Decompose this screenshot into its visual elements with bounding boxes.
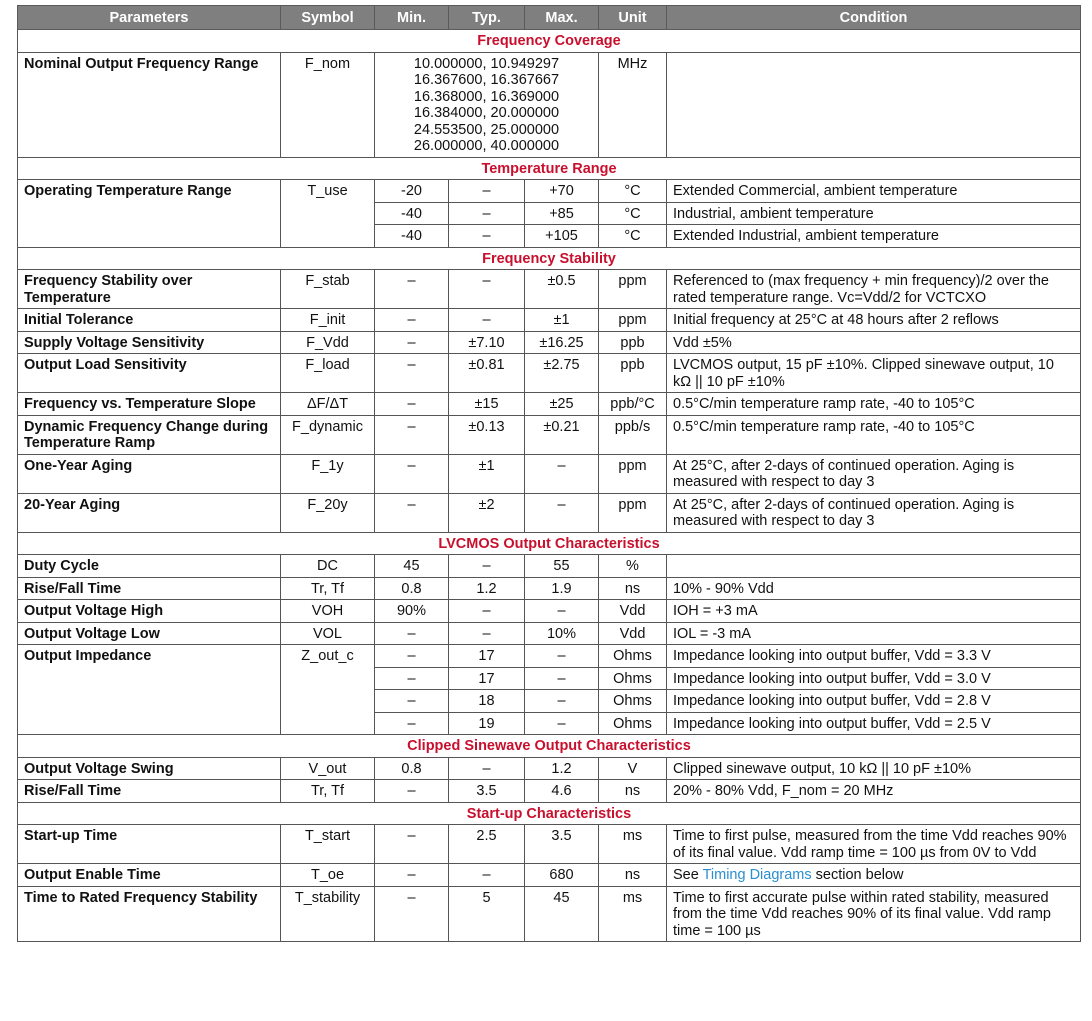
min-cell: –: [375, 622, 449, 645]
section-row: [18, 247, 1081, 270]
table-row: [18, 493, 1081, 532]
symbol-cell: F_stab: [281, 270, 375, 309]
min-cell: –: [375, 825, 449, 864]
param-cell: Rise/Fall Time: [18, 577, 281, 600]
condition-cell: Referenced to (max frequency + min frequency)/2 over the rated temperature range. Vc=Vdd/2 for VCTCXO: [667, 270, 1081, 309]
table-row: [18, 309, 1081, 332]
table-row: [18, 454, 1081, 493]
param-cell: 20-Year Aging: [18, 493, 281, 532]
unit-cell: ppm: [599, 493, 667, 532]
condition-cell: Time to first accurate pulse within rated stability, measured from the time Vdd reaches 90% of its final value. Vdd ramp time = 100 µs: [667, 886, 1081, 942]
typ-cell: 1.2: [449, 577, 525, 600]
min-cell: –: [375, 712, 449, 735]
col-header-parameters: Parameters: [18, 6, 281, 30]
unit-cell: V: [599, 757, 667, 780]
frequency-line: 16.384000, 20.000000: [413, 105, 560, 121]
max-cell: +85: [525, 202, 599, 225]
param-cell: Output Load Sensitivity: [18, 354, 281, 393]
condition-cell: 10% - 90% Vdd: [667, 577, 1081, 600]
max-cell: +105: [525, 225, 599, 248]
symbol-cell: F_dynamic: [281, 415, 375, 454]
param-cell: Rise/Fall Time: [18, 780, 281, 803]
min-cell: -20: [375, 180, 449, 203]
section-row: [18, 532, 1081, 555]
symbol-cell: T_oe: [281, 864, 375, 887]
typ-cell: –: [449, 270, 525, 309]
table-row: [18, 780, 1081, 803]
unit-cell: Ohms: [599, 690, 667, 713]
max-cell: –: [525, 712, 599, 735]
section-title-frequency-coverage: Frequency Coverage: [18, 30, 1081, 53]
condition-cell: IOH = +3 mA: [667, 600, 1081, 623]
param-cell: Output Enable Time: [18, 864, 281, 887]
max-cell: 3.5: [525, 825, 599, 864]
condition-cell: Impedance looking into output buffer, Vdd = 3.0 V: [667, 667, 1081, 690]
frequency-line: 10.000000, 10.949297: [413, 55, 560, 72]
min-cell: –: [375, 415, 449, 454]
table-row: [18, 864, 1081, 887]
max-cell: ±0.21: [525, 415, 599, 454]
col-header-symbol: Symbol: [281, 6, 375, 30]
min-cell: 0.8: [375, 577, 449, 600]
typ-cell: 5: [449, 886, 525, 942]
unit-cell: Vdd: [599, 622, 667, 645]
typ-cell: 17: [449, 667, 525, 690]
unit-cell: ns: [599, 864, 667, 887]
max-cell: +70: [525, 180, 599, 203]
typ-cell: ±2: [449, 493, 525, 532]
param-cell: Operating Temperature Range: [18, 180, 281, 248]
param-cell: Dynamic Frequency Change during Temperature Ramp: [18, 415, 281, 454]
section-title-clipped-sinewave-output: Clipped Sinewave Output Characteristics: [18, 735, 1081, 758]
condition-cell: [667, 52, 1081, 157]
typ-cell: ±7.10: [449, 331, 525, 354]
min-cell: 45: [375, 555, 449, 578]
min-cell: –: [375, 886, 449, 942]
condition-cell: Impedance looking into output buffer, Vdd = 2.8 V: [667, 690, 1081, 713]
condition-cell: Clipped sinewave output, 10 kΩ || 10 pF ±10%: [667, 757, 1081, 780]
condition-cell: [667, 864, 1081, 887]
typ-cell: –: [449, 309, 525, 332]
table-row: [18, 600, 1081, 623]
symbol-cell: Tr, Tf: [281, 780, 375, 803]
col-header-min: Min.: [375, 6, 449, 30]
table-row: [18, 555, 1081, 578]
condition-cell: IOL = -3 mA: [667, 622, 1081, 645]
condition-cell: At 25°C, after 2-days of continued operation. Aging is measured with respect to day 3: [667, 493, 1081, 532]
typ-cell: 17: [449, 645, 525, 668]
max-cell: –: [525, 690, 599, 713]
min-cell: –: [375, 270, 449, 309]
table-row: [18, 393, 1081, 416]
section-row: [18, 157, 1081, 180]
condition-text: section below: [811, 867, 904, 883]
typ-cell: –: [449, 757, 525, 780]
max-cell: 1.9: [525, 577, 599, 600]
typ-cell: 2.5: [449, 825, 525, 864]
max-cell: 1.2: [525, 757, 599, 780]
max-cell: ±1: [525, 309, 599, 332]
symbol-cell: V_out: [281, 757, 375, 780]
symbol-cell: T_start: [281, 825, 375, 864]
header-row: [18, 6, 1081, 30]
param-cell: Time to Rated Frequency Stability: [18, 886, 281, 942]
unit-cell: Vdd: [599, 600, 667, 623]
param-cell: Output Voltage Swing: [18, 757, 281, 780]
condition-cell: [667, 555, 1081, 578]
max-cell: 45: [525, 886, 599, 942]
section-title-lvcmos-output: LVCMOS Output Characteristics: [18, 532, 1081, 555]
param-cell: Frequency vs. Temperature Slope: [18, 393, 281, 416]
col-header-condition: Condition: [667, 6, 1081, 30]
symbol-cell: Tr, Tf: [281, 577, 375, 600]
symbol-cell: F_load: [281, 354, 375, 393]
frequency-line: 24.553500, 25.000000: [413, 121, 560, 138]
frequency-list-cell: [375, 52, 599, 157]
condition-cell: 0.5°C/min temperature ramp rate, -40 to 105°C: [667, 393, 1081, 416]
table-row: [18, 886, 1081, 942]
frequency-line: 26.000000, 40.000000: [413, 138, 560, 154]
typ-cell: 3.5: [449, 780, 525, 803]
condition-cell: Time to first pulse, measured from the time Vdd reaches 90% of its final value. Vdd ramp time = 100 µs from 0V to Vdd: [667, 825, 1081, 864]
typ-cell: –: [449, 180, 525, 203]
unit-cell: Ohms: [599, 667, 667, 690]
table-row: [18, 52, 1081, 157]
condition-cell: Extended Industrial, ambient temperature: [667, 225, 1081, 248]
condition-cell: At 25°C, after 2-days of continued operation. Aging is measured with respect to day 3: [667, 454, 1081, 493]
unit-cell: ms: [599, 886, 667, 942]
min-cell: 0.8: [375, 757, 449, 780]
table-row: [18, 270, 1081, 309]
min-cell: –: [375, 645, 449, 668]
param-cell: Initial Tolerance: [18, 309, 281, 332]
spec-table-container: [17, 5, 1080, 942]
min-cell: –: [375, 690, 449, 713]
table-row: [18, 331, 1081, 354]
min-cell: –: [375, 864, 449, 887]
typ-cell: –: [449, 600, 525, 623]
col-header-typ: Typ.: [449, 6, 525, 30]
param-cell: Output Voltage Low: [18, 622, 281, 645]
unit-cell: ppm: [599, 270, 667, 309]
section-title-frequency-stability: Frequency Stability: [18, 247, 1081, 270]
condition-cell: LVCMOS output, 15 pF ±10%. Clipped sinewave output, 10 kΩ || 10 pF ±10%: [667, 354, 1081, 393]
min-cell: -40: [375, 202, 449, 225]
table-row: [18, 825, 1081, 864]
unit-cell: %: [599, 555, 667, 578]
typ-cell: –: [449, 622, 525, 645]
condition-cell: Vdd ±5%: [667, 331, 1081, 354]
min-cell: –: [375, 667, 449, 690]
col-header-max: Max.: [525, 6, 599, 30]
max-cell: 4.6: [525, 780, 599, 803]
max-cell: –: [525, 493, 599, 532]
param-cell: Output Voltage High: [18, 600, 281, 623]
max-cell: 10%: [525, 622, 599, 645]
condition-cell: Initial frequency at 25°C at 48 hours after 2 reflows: [667, 309, 1081, 332]
section-row: [18, 802, 1081, 825]
section-row: [18, 735, 1081, 758]
min-cell: –: [375, 454, 449, 493]
max-cell: ±0.5: [525, 270, 599, 309]
max-cell: ±25: [525, 393, 599, 416]
table-row: [18, 415, 1081, 454]
max-cell: 680: [525, 864, 599, 887]
min-cell: –: [375, 309, 449, 332]
section-title-start-up: Start-up Characteristics: [18, 802, 1081, 825]
frequency-line: 16.368000, 16.369000: [413, 88, 560, 105]
unit-cell: ns: [599, 577, 667, 600]
typ-cell: 18: [449, 690, 525, 713]
symbol-cell: VOL: [281, 622, 375, 645]
typ-cell: 19: [449, 712, 525, 735]
symbol-cell: DC: [281, 555, 375, 578]
max-cell: ±16.25: [525, 331, 599, 354]
min-cell: -40: [375, 225, 449, 248]
unit-cell: ppb: [599, 331, 667, 354]
table-row: [18, 622, 1081, 645]
typ-cell: ±0.81: [449, 354, 525, 393]
symbol-cell: F_20y: [281, 493, 375, 532]
max-cell: 55: [525, 555, 599, 578]
param-cell: Frequency Stability over Temperature: [18, 270, 281, 309]
condition-cell: Impedance looking into output buffer, Vdd = 2.5 V: [667, 712, 1081, 735]
symbol-cell: F_init: [281, 309, 375, 332]
min-cell: 90%: [375, 600, 449, 623]
typ-cell: ±15: [449, 393, 525, 416]
symbol-cell: F_1y: [281, 454, 375, 493]
unit-cell: ns: [599, 780, 667, 803]
min-cell: –: [375, 331, 449, 354]
min-cell: –: [375, 780, 449, 803]
symbol-cell: F_Vdd: [281, 331, 375, 354]
unit-cell: ppb/°C: [599, 393, 667, 416]
unit-cell: MHz: [599, 52, 667, 157]
section-title-temperature-range: Temperature Range: [18, 157, 1081, 180]
unit-cell: ppb: [599, 354, 667, 393]
table-row: [18, 180, 1081, 203]
electrical-specifications-table: [17, 5, 1081, 942]
min-cell: –: [375, 393, 449, 416]
max-cell: –: [525, 645, 599, 668]
table-row: [18, 577, 1081, 600]
symbol-cell: F_nom: [281, 52, 375, 157]
unit-cell: ppm: [599, 454, 667, 493]
unit-cell: ppm: [599, 309, 667, 332]
frequency-line: 16.367600, 16.367667: [413, 72, 560, 88]
typ-cell: ±0.13: [449, 415, 525, 454]
table-row: [18, 645, 1081, 668]
symbol-cell: T_stability: [281, 886, 375, 942]
unit-cell: °C: [599, 180, 667, 203]
symbol-cell: T_use: [281, 180, 375, 248]
param-cell: Duty Cycle: [18, 555, 281, 578]
table-row: [18, 354, 1081, 393]
unit-cell: ms: [599, 825, 667, 864]
max-cell: –: [525, 600, 599, 623]
symbol-cell: ΔF/ΔT: [281, 393, 375, 416]
table-row: [18, 757, 1081, 780]
condition-cell: Extended Commercial, ambient temperature: [667, 180, 1081, 203]
unit-cell: ppb/s: [599, 415, 667, 454]
typ-cell: –: [449, 555, 525, 578]
param-cell: One-Year Aging: [18, 454, 281, 493]
max-cell: –: [525, 454, 599, 493]
param-cell: Supply Voltage Sensitivity: [18, 331, 281, 354]
unit-cell: °C: [599, 225, 667, 248]
typ-cell: ±1: [449, 454, 525, 493]
min-cell: –: [375, 354, 449, 393]
unit-cell: Ohms: [599, 712, 667, 735]
condition-text: See: [673, 867, 703, 883]
typ-cell: –: [449, 225, 525, 248]
unit-cell: °C: [599, 202, 667, 225]
max-cell: –: [525, 667, 599, 690]
section-row: [18, 30, 1081, 53]
condition-cell: 20% - 80% Vdd, F_nom = 20 MHz: [667, 780, 1081, 803]
param-cell: Nominal Output Frequency Range: [18, 52, 281, 157]
symbol-cell: Z_out_c: [281, 645, 375, 735]
symbol-cell: VOH: [281, 600, 375, 623]
min-cell: –: [375, 493, 449, 532]
col-header-unit: Unit: [599, 6, 667, 30]
condition-cell: 0.5°C/min temperature ramp rate, -40 to 105°C: [667, 415, 1081, 454]
param-cell: Start-up Time: [18, 825, 281, 864]
param-cell: Output Impedance: [18, 645, 281, 735]
unit-cell: Ohms: [599, 645, 667, 668]
timing-diagrams-link[interactable]: Timing Diagrams: [702, 867, 812, 883]
max-cell: ±2.75: [525, 354, 599, 393]
condition-cell: Impedance looking into output buffer, Vdd = 3.3 V: [667, 645, 1081, 668]
condition-cell: Industrial, ambient temperature: [667, 202, 1081, 225]
typ-cell: –: [449, 202, 525, 225]
typ-cell: –: [449, 864, 525, 887]
